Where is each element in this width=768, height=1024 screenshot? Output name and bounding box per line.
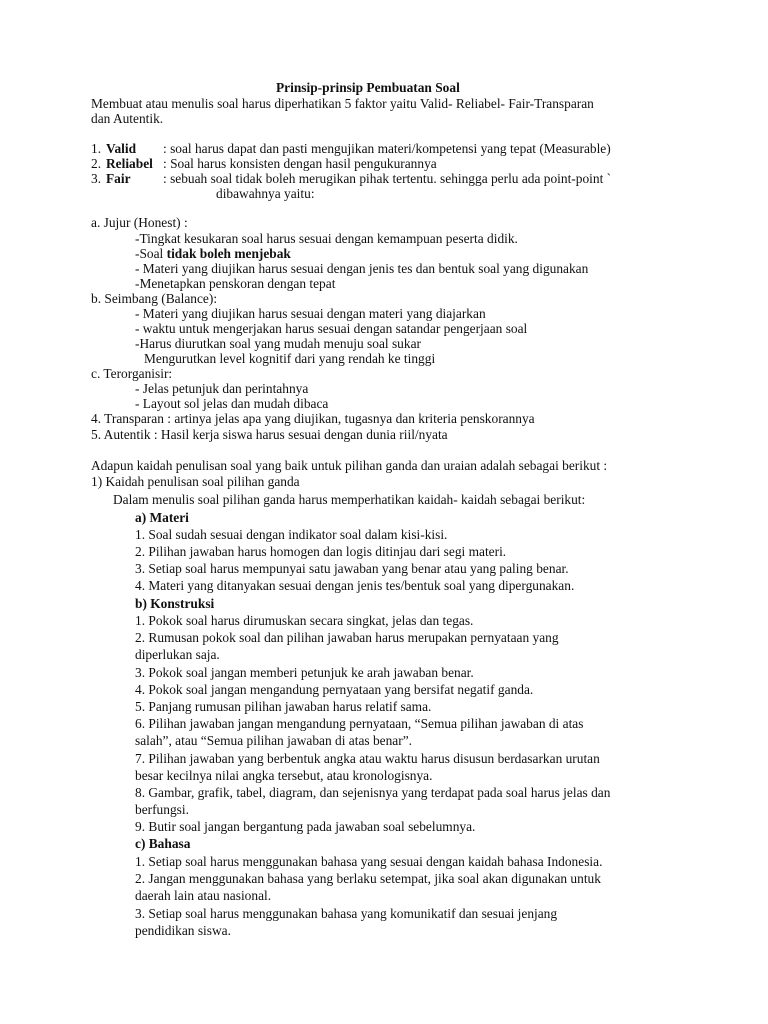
terorganisir-item-2: - Layout sol jelas dan mudah dibaca — [135, 396, 329, 411]
intro-line-1: Membuat atau menulis soal harus diperhatikan 5 faktor yaitu Valid- Reliabel- Fair-Transparan — [91, 96, 594, 111]
factor-num-3: 3. — [91, 171, 102, 186]
kaidah-intro: Adapun kaidah penulisan soal yang baik untuk pilihan ganda dan uraian adalah sebagai berikut : — [91, 458, 608, 473]
konstruksi-line-7: 6. Pilihan jawaban jangan mengandung pernyataan, “Semua pilihan jawaban di atas — [135, 716, 584, 731]
seimbang-label: b. Seimbang (Balance): — [91, 291, 218, 306]
materi-heading: a) Materi — [135, 510, 189, 525]
factor-num-2: 2. — [91, 156, 102, 171]
konstruksi-line-11: 8. Gambar, grafik, tabel, diagram, dan sejenisnya yang terdapat pada soal harus jelas dan — [135, 785, 611, 800]
factor-transparan: 4. Transparan : artinya jelas apa yang diujikan, tugasnya dan kriteria penskorannya — [91, 411, 535, 426]
materi-line-1: 1. Soal sudah sesuai dengan indikator soal dalam kisi-kisi. — [135, 527, 448, 542]
factor-name-valid: Valid — [106, 141, 137, 156]
konstruksi-line-3: diperlukan saja. — [135, 647, 220, 662]
factor-name-reliabel: Reliabel — [106, 156, 153, 171]
konstruksi-line-4: 3. Pokok soal jangan memberi petunjuk ke arah jawaban benar. — [135, 665, 474, 680]
konstruksi-line-1: 1. Pokok soal harus dirumuskan secara singkat, jelas dan tegas. — [135, 613, 474, 628]
factor-autentik: 5. Autentik : Hasil kerja siswa harus sesuai dengan dunia riil/nyata — [91, 427, 448, 442]
konstruksi-heading: b) Konstruksi — [135, 596, 215, 611]
factor-num-1: 1. — [91, 141, 102, 156]
factor-fair-continuation: dibawahnya yaitu: — [216, 186, 315, 201]
konstruksi-line-13: 9. Butir soal jangan bergantung pada jawaban soal sebelumnya. — [135, 819, 476, 834]
kaidah-lead: Dalam menulis soal pilihan ganda harus memperhatikan kaidah- kaidah sebagai berikut: — [113, 492, 586, 507]
page-title: Prinsip-prinsip Pembuatan Soal — [276, 80, 460, 95]
bahasa-line-3: daerah lain atau nasional. — [135, 888, 272, 903]
factor-text-fair: : sebuah soal tidak boleh merugikan pihak tertentu. sehingga perlu ada point-point ` — [163, 171, 612, 186]
jujur-label: a. Jujur (Honest) : — [91, 215, 188, 230]
bahasa-heading: c) Bahasa — [135, 836, 191, 851]
jujur-item-3: - Materi yang diujikan harus sesuai dengan jenis tes dan bentuk soal yang digunakan — [135, 261, 589, 276]
bahasa-line-5: pendidikan siswa. — [135, 923, 231, 938]
konstruksi-line-5: 4. Pokok soal jangan mengandung pernyataan yang bersifat negatif ganda. — [135, 682, 534, 697]
kaidah-heading: 1) Kaidah penulisan soal pilihan ganda — [91, 474, 300, 489]
konstruksi-line-6: 5. Panjang rumusan pilihan jawaban harus relatif sama. — [135, 699, 432, 714]
factor-text-reliabel: : Soal harus konsisten dengan hasil pengukurannya — [163, 156, 437, 171]
jujur-item-4: -Menetapkan penskoran dengan tepat — [135, 276, 336, 291]
jujur-item-2-text: -Soal — [135, 246, 167, 261]
factor-name-fair: Fair — [106, 171, 131, 186]
jujur-item-1: -Tingkat kesukaran soal harus sesuai dengan kemampuan peserta didik. — [135, 231, 518, 246]
seimbang-item-3: -Harus diurutkan soal yang mudah menuju soal sukar — [135, 336, 421, 351]
bahasa-line-4: 3. Setiap soal harus menggunakan bahasa yang komunikatif dan sesuai jenjang — [135, 906, 558, 921]
terorganisir-item-1: - Jelas petunjuk dan perintahnya — [135, 381, 309, 396]
konstruksi-line-9: 7. Pilihan jawaban yang berbentuk angka atau waktu harus disusun berdasarkan urutan — [135, 751, 600, 766]
bahasa-line-1: 1. Setiap soal harus menggunakan bahasa yang sesuai dengan kaidah bahasa Indonesia. — [135, 854, 603, 869]
factor-text-valid: : soal harus dapat dan pasti mengujikan materi/kompetensi yang tepat (Measurable) — [163, 141, 611, 156]
bahasa-line-2: 2. Jangan menggunakan bahasa yang berlaku setempat, jika soal akan digunakan untuk — [135, 871, 601, 886]
terorganisir-label: c. Terorganisir: — [91, 366, 173, 381]
seimbang-item-2: - waktu untuk mengerjakan harus sesuai dengan satandar pengerjaan soal — [135, 321, 528, 336]
jujur-item-2 — [135, 246, 291, 262]
konstruksi-line-2: 2. Rumusan pokok soal dan pilihan jawaban harus merupakan pernyataan yang — [135, 630, 559, 645]
materi-line-3: 3. Setiap soal harus mempunyai satu jawaban yang benar atau yang paling benar. — [135, 561, 569, 576]
seimbang-item-1: - Materi yang diujikan harus sesuai dengan materi yang diajarkan — [135, 306, 486, 321]
seimbang-item-4: Mengurutkan level kognitif dari yang rendah ke tinggi — [144, 351, 436, 366]
konstruksi-line-8: salah”, atau “Semua pilihan jawaban di atas benar”. — [135, 733, 412, 748]
intro-line-2: dan Autentik. — [91, 111, 164, 126]
materi-line-4: 4. Materi yang ditanyakan sesuai dengan jenis tes/bentuk soal yang dipergunakan. — [135, 578, 575, 593]
jujur-item-2-bold: tidak boleh menjebak — [166, 246, 291, 261]
konstruksi-line-10: besar kecilnya nilai angka tersebut, atau kronologisnya. — [135, 768, 433, 783]
konstruksi-line-12: berfungsi. — [135, 802, 189, 817]
materi-line-2: 2. Pilihan jawaban harus homogen dan logis ditinjau dari segi materi. — [135, 544, 507, 559]
